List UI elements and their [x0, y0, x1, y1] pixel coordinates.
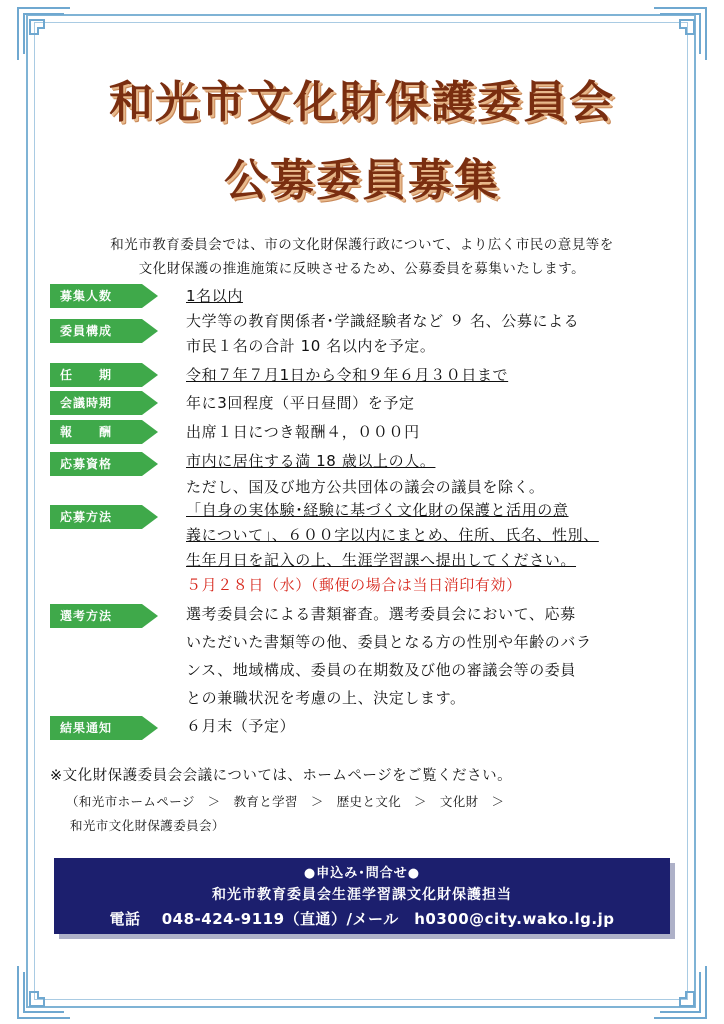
- label-result: 結果通知: [50, 716, 158, 740]
- method-line: 義について」、６００字以内にまとめ、住所、氏名、性別、: [186, 526, 599, 544]
- note-line: ※文化財保護委員会会議については、ホームページをご覧ください。: [50, 768, 513, 784]
- label-composition: 委員構成: [50, 319, 158, 343]
- corner-ornament-icon: [650, 962, 710, 1022]
- corner-ornament-icon: [14, 4, 74, 64]
- label-meetings: 会議時期: [50, 391, 158, 415]
- label-method: 応募方法: [50, 505, 158, 529]
- selection-line: との兼職状況を考慮の上、決定します。: [186, 689, 466, 707]
- corner-ornament-icon: [14, 962, 74, 1022]
- eligibility-line: 市内に居住する満 18 歳以上の人。: [186, 452, 436, 470]
- contact-box: [54, 858, 670, 934]
- note-breadcrumb: （和光市ホームページ ＞ 教育と学習 ＞ 歴史と文化 ＞ 文化財 ＞: [66, 794, 505, 809]
- selection-line: いただいた書類等の他、委員となる方の性別や年齢のバラ: [186, 633, 592, 651]
- intro-line: 和光市教育委員会では、市の文化財保護行政について、より広く市民の意見等を: [110, 237, 614, 253]
- meetings-text: 年に3回程度（平日昼間）を予定: [186, 394, 415, 412]
- composition-line: 大学等の教育関係者･学識経験者など ９ 名、公募による: [186, 312, 580, 330]
- term-text: 令和７年７月1日から令和９年６月３０日まで: [186, 366, 509, 384]
- contact-heading: ●申込み･問合せ●: [303, 866, 421, 881]
- label-selection: 選考方法: [50, 604, 158, 628]
- contact-department: 和光市教育委員会生涯学習課文化財保護担当: [212, 887, 512, 903]
- note-breadcrumb-end: 和光市文化財保護委員会）: [70, 818, 225, 833]
- method-line: 「自身の実体験･経験に基づく文化財の保護と活用の意: [186, 501, 569, 519]
- intro-line: 文化財保護の推進施策に反映させるため、公募委員を募集いたします。: [138, 261, 586, 277]
- label-count: 募集人数: [50, 284, 158, 308]
- pay-text: 出席１日につき報酬４，０００円: [186, 423, 420, 441]
- method-line: 生年月日を記入の上、生涯学習課へ提出してください。: [186, 551, 577, 569]
- selection-line: ンス、地域構成、委員の在期数及び他の審議会等の委員: [186, 661, 577, 679]
- label-term: 任 期: [50, 363, 158, 387]
- eligibility-line: ただし、国及び地方公共団体の議会の議員を除く。: [186, 478, 545, 496]
- composition-line: 市民１名の合計 10 名以内を予定。: [186, 337, 436, 355]
- count-text: 1名以内: [186, 287, 243, 305]
- corner-ornament-icon: [650, 4, 710, 64]
- selection-line: 選考委員会による書類審査。選考委員会において、応募: [186, 605, 576, 623]
- result-text: ６月末（予定）: [186, 717, 296, 735]
- page-title: 和光市文化財保護委員会: [109, 77, 615, 128]
- label-pay: 報 酬: [50, 420, 158, 444]
- deadline-text: ５月２８日（水）（郵便の場合は当日消印有効）: [186, 576, 522, 594]
- label-eligibility: 応募資格: [50, 452, 158, 476]
- contact-phone-email: 電話 048-424-9119（直通）/メール h0300@city.wako.lg.jp: [109, 910, 615, 928]
- page-subtitle: 公募委員募集: [224, 155, 500, 206]
